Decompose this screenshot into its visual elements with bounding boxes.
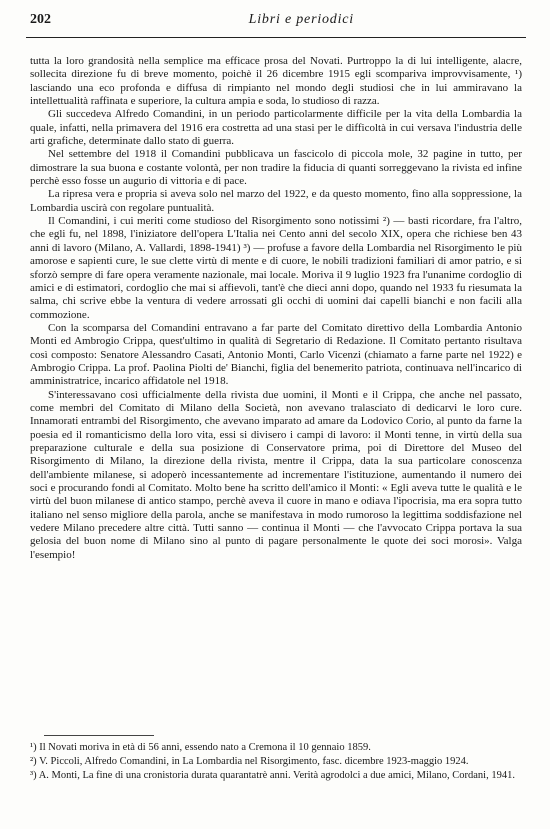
paragraph: tutta la loro grandosità nella semplice ma efficace prosa del Novati. Purtroppo la di lui intelligente, alacre, sollecita direzione fu di breve momento, poichè il 26 dicembre 1915 egli scompariva improvvisamente, ¹) lasciando una eco profonda e diffusa di rimpianto nel mondo degli studiosi che in lui ammiravano la intellettualità raffinata e superiore, la cultura ampia e soda, lo studioso di razza. [30,55,522,108]
footnote: ¹) Il Novati moriva in età di 56 anni, essendo nato a Cremona il 10 gennaio 1859. [30,742,371,753]
page-number: 202 [30,12,51,27]
main-text [30,55,522,562]
paragraph: La ripresa vera e propria si aveva solo nel marzo del 1922, e da questo momento, fino alla soppressione, la Lombardia uscirà con regolare puntualità. [30,188,522,214]
paragraph: Con la scomparsa del Comandini entravano a far parte del Comitato direttivo della Lombardia Antonio Monti ed Ambrogio Crippa, quest'ultimo in qualità di Segretario di Redazione. Il Comitato pertanto risultava così composto: Senatore Alessandro Casati, Antonio Monti, Carlo Vicenzi (chiamato a farne parte nel 1922) e Ambrogio Crippa. La prof. Paolina Piolti de' Bianchi, figlia del benemerito patriota, continuava nell'incarico di amministratrice, incarico affidatole nel 1918. [30,321,522,388]
paragraph: Nel settembre del 1918 il Comandini pubblicava un fascicolo di piccola mole, 32 pagine in tutto, per dimostrare la sua buona e costante volontà, per non tradire la fiducia di quanti sorreggevano la rivista ed infine perchè esso fosse un augurio di vittoria e di pace. [30,148,522,188]
running-title: Libri e periodici [248,12,354,27]
footnote: ³) A. Monti, La fine di una cronistoria durata quarantatrè anni. Verità agrodolci a due amici, Milano, Cordani, 1941. [30,770,515,781]
footnote-rule [44,735,154,736]
paragraph: Gli succedeva Alfredo Comandini, in un periodo particolarmente difficile per la vita della Lombardia la quale, infatti, nella primavera del 1916 era costretta ad una stasi per le difficoltà in cui versava l'industria delle arti grafiche, determinate dallo stato di guerra. [30,108,522,148]
footnote: ²) V. Piccoli, Alfredo Comandini, in La Lombardia nel Risorgimento, fasc. dicembre 1923-maggio 1924. [30,756,469,767]
paragraph: Il Comandini, i cui meriti come studioso del Risorgimento sono notissimi ²) — basti ricordare, fra l'altro, che egli fu, nel 1898, l'iniziatore dell'opera L'Italia nei Cento anni del secolo XIX, opera che richiese ben 43 anni di lavoro (Milano, A. Vallardi, 1898-1941) ³) — profuse a favore della Lombardia nel Risorgimento le più amorose e sapienti cure, le sue clette virtù di mente e di cuore, le nobili tradizioni familiari di amor patrio, e si sforzò sempre di fare opera veramente nazionale, mai locale. Moriva il 9 luglio 1923 fra l'unanime cordoglio di amici e di estimatori, cordoglio che mai si affievolì, tant'è che dieci anni dopo, quando nel 1933 fu riesumata la salma, chi scrive ebbe la ventura di vedere arrossati gli occhi di uomini dai capelli bianchi e non facili alla commozione. [30,215,522,321]
paragraph: S'interessavano così ufficialmente della rivista due uomini, il Monti e il Crippa, che anche nel passato, come membri del Comitato di Milano della Società, non avevano tralasciato di dedicarvi le loro cure. Innamorati entrambi del Risorgimento, che avevano imparato ad amare da Lodovico Corio, al punto da farne la poesia ed il romanticismo della loro vita, essi si divisero i campi di lavoro: il Monti tenne, in virtù della sua preparazione culturale e della sua posizione di Conservatore prima, poi di Direttore del Museo del Risorgimento di Milano, la direzione della rivista, mentre il Crippa, data la sua particolare conoscenza dell'ambiente milanese, si adoperò incessantemente ad incrementare l'istituzione, aumentando il numero dei soci e procurando fondi al Comitato. Molto bene ha scritto dell'amico il Monti: « Egli aveva tutte le qualità e le virtù del buon milanese di antico stampo, perchè aveva il cuore in mano e odiava l'ipocrisia, ma era sopra tutto italiano nel senso migliore della parola, anche se manifestava in modo rumoroso la legittima soddisfazione nel vedere Milano precedere altre città. Tutti sanno — continua il Monti — che l'avvocato Crippa portava la sua gelosia del buon nome di Milano sino al punto di pagare personalmente le quote dei soci morosi». Valga l'esempio! [30,388,522,561]
footnotes [30,741,522,783]
header-rule [26,37,526,38]
page-header [30,12,524,32]
